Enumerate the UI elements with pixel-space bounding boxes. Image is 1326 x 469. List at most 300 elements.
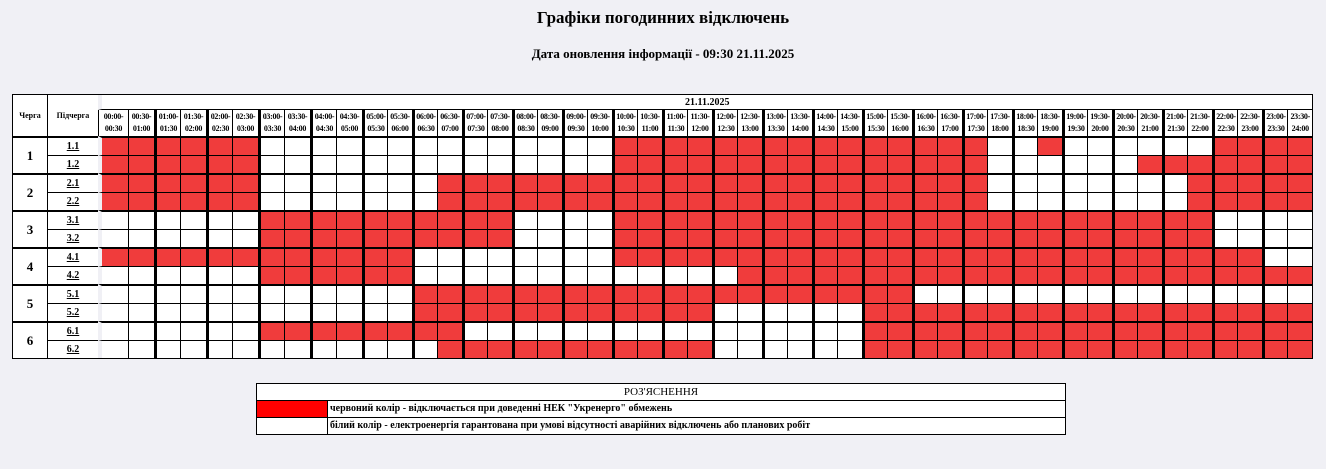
time-slot-header: 11:00- 11:30 xyxy=(662,110,687,136)
slot-cell xyxy=(437,192,462,210)
slot-cell xyxy=(462,340,487,358)
slot-cell xyxy=(862,247,887,266)
slot-cell xyxy=(612,266,637,284)
slot-cell xyxy=(1262,136,1287,155)
slot-cell xyxy=(487,284,512,303)
slot-cell xyxy=(232,266,258,284)
slot-cell xyxy=(387,247,412,266)
slot-cell xyxy=(487,340,512,358)
slot-cell xyxy=(537,173,562,192)
slot-cell xyxy=(612,340,637,358)
slot-cell xyxy=(1162,136,1187,155)
slot-cell xyxy=(128,284,154,303)
slot-cell xyxy=(258,192,284,210)
slot-cell xyxy=(1137,321,1162,340)
time-slot-header: 20:30- 21:00 xyxy=(1137,110,1162,136)
time-slot-header: 14:30- 15:00 xyxy=(837,110,862,136)
slot-cell xyxy=(762,192,787,210)
slot-cell xyxy=(987,284,1012,303)
slot-cell xyxy=(562,210,587,229)
slot-cell xyxy=(1287,266,1312,284)
slot-cell xyxy=(937,155,962,173)
slot-cell xyxy=(662,136,687,155)
slot-cell xyxy=(462,136,487,155)
slot-cell xyxy=(737,229,762,247)
slot-cell xyxy=(1037,340,1062,358)
time-slot-header: 22:00- 22:30 xyxy=(1212,110,1237,136)
slot-cell xyxy=(98,173,128,192)
slot-cell xyxy=(787,340,812,358)
slot-cell xyxy=(1262,192,1287,210)
slot-cell xyxy=(1087,303,1112,321)
slot-cell xyxy=(862,192,887,210)
slot-cell xyxy=(1112,303,1137,321)
slot-cell xyxy=(712,229,737,247)
slot-cell xyxy=(462,284,487,303)
slot-cell xyxy=(387,303,412,321)
slot-cell xyxy=(937,303,962,321)
legend-row-red xyxy=(257,401,1065,417)
slot-cell xyxy=(887,173,912,192)
slot-cell xyxy=(437,284,462,303)
slot-cell xyxy=(362,266,387,284)
slot-cell xyxy=(612,173,637,192)
slot-cell xyxy=(862,210,887,229)
slot-cell xyxy=(987,173,1012,192)
slot-cell xyxy=(1112,266,1137,284)
slot-cell xyxy=(1187,266,1212,284)
slot-cell xyxy=(762,303,787,321)
slot-cell xyxy=(1062,173,1087,192)
slot-cell xyxy=(310,340,336,358)
slot-cell xyxy=(284,321,310,340)
slot-cell xyxy=(1162,210,1187,229)
slot-cell xyxy=(737,321,762,340)
slot-cell xyxy=(154,136,180,155)
slot-cell xyxy=(837,303,862,321)
slot-cell xyxy=(937,247,962,266)
time-slot-header: 13:30- 14:00 xyxy=(787,110,812,136)
slot-cell xyxy=(712,247,737,266)
slot-cell xyxy=(887,247,912,266)
slot-cell xyxy=(587,173,612,192)
slot-cell xyxy=(437,136,462,155)
slot-cell xyxy=(512,247,537,266)
slot-cell xyxy=(787,229,812,247)
slot-cell xyxy=(862,303,887,321)
slot-cell xyxy=(336,266,362,284)
slot-cell xyxy=(1287,321,1312,340)
slot-cell xyxy=(1062,192,1087,210)
slot-cell xyxy=(387,321,412,340)
slot-cell xyxy=(128,266,154,284)
legend xyxy=(256,383,1066,435)
slot-cell xyxy=(737,266,762,284)
subqueue-row xyxy=(13,266,1312,284)
slot-cell xyxy=(862,266,887,284)
slot-cell xyxy=(987,340,1012,358)
slot-cell xyxy=(912,303,937,321)
slot-cell xyxy=(1112,210,1137,229)
legend-row-white xyxy=(257,417,1065,434)
slot-cell xyxy=(258,247,284,266)
slot-cell xyxy=(962,266,987,284)
slot-cell xyxy=(412,303,437,321)
slot-cell xyxy=(1062,210,1087,229)
slot-cell xyxy=(128,303,154,321)
slot-cell xyxy=(787,266,812,284)
slot-cell xyxy=(687,303,712,321)
slot-cell xyxy=(737,284,762,303)
slot-cell xyxy=(487,266,512,284)
slot-cell xyxy=(537,136,562,155)
slot-cell xyxy=(737,247,762,266)
slot-cell xyxy=(362,284,387,303)
slot-cell xyxy=(512,229,537,247)
slot-cell xyxy=(1112,247,1137,266)
slot-cell xyxy=(487,229,512,247)
slot-cell xyxy=(812,303,837,321)
slot-cell xyxy=(862,136,887,155)
slot-cell xyxy=(787,321,812,340)
slot-cell xyxy=(812,192,837,210)
slot-cell xyxy=(284,173,310,192)
slot-cell xyxy=(232,340,258,358)
slot-cell xyxy=(962,155,987,173)
slot-cell xyxy=(987,303,1012,321)
queue-label: 6 xyxy=(13,321,47,358)
slot-cell xyxy=(154,192,180,210)
slot-cell xyxy=(487,136,512,155)
slot-cell xyxy=(1037,284,1062,303)
slot-cell xyxy=(437,340,462,358)
slot-cell xyxy=(987,266,1012,284)
slot-cell xyxy=(336,284,362,303)
time-slot-header: 18:30- 19:00 xyxy=(1037,110,1062,136)
slot-cell xyxy=(1187,303,1212,321)
slot-cell xyxy=(362,247,387,266)
slot-cell xyxy=(1012,303,1037,321)
slot-cell xyxy=(180,192,206,210)
time-slot-header: 10:00- 10:30 xyxy=(612,110,637,136)
slot-cell xyxy=(437,303,462,321)
slot-cell xyxy=(562,284,587,303)
subqueue-header: Підчерга xyxy=(47,95,98,136)
slot-cell xyxy=(687,155,712,173)
subqueue-link[interactable]: 1.1 xyxy=(47,136,98,155)
slot-cell xyxy=(1237,155,1262,173)
slot-cell xyxy=(1287,284,1312,303)
subqueue-link[interactable]: 4.1 xyxy=(47,247,98,266)
slot-cell xyxy=(712,192,737,210)
slot-cell xyxy=(128,136,154,155)
slot-cell xyxy=(1162,247,1187,266)
slot-cell xyxy=(462,192,487,210)
slot-cell xyxy=(787,192,812,210)
slot-cell xyxy=(862,155,887,173)
slot-cell xyxy=(1237,247,1262,266)
slot-cell xyxy=(612,229,637,247)
slot-cell xyxy=(336,173,362,192)
slot-cell xyxy=(98,155,128,173)
slot-cell xyxy=(206,210,232,229)
subqueue-row xyxy=(13,229,1312,247)
slot-cell xyxy=(887,155,912,173)
slot-cell xyxy=(512,210,537,229)
subqueue-link[interactable]: 3.1 xyxy=(47,210,98,229)
slot-cell xyxy=(1037,210,1062,229)
slot-cell xyxy=(437,173,462,192)
slot-cell xyxy=(284,303,310,321)
slot-cell xyxy=(154,155,180,173)
queue-label: 1 xyxy=(13,136,47,173)
slot-cell xyxy=(537,266,562,284)
subqueue-link[interactable]: 3.2 xyxy=(47,229,98,247)
slot-cell xyxy=(412,136,437,155)
slot-cell xyxy=(154,340,180,358)
slot-cell xyxy=(512,136,537,155)
slot-cell xyxy=(637,210,662,229)
slot-cell xyxy=(537,247,562,266)
slot-cell xyxy=(1087,136,1112,155)
slot-cell xyxy=(310,210,336,229)
time-slot-header: 00:30- 01:00 xyxy=(128,110,154,136)
subqueue-row xyxy=(13,340,1312,358)
slot-cell xyxy=(1162,266,1187,284)
slot-cell xyxy=(512,284,537,303)
slot-cell xyxy=(737,173,762,192)
slot-cell xyxy=(336,303,362,321)
slot-cell xyxy=(1037,136,1062,155)
slot-cell xyxy=(812,284,837,303)
slot-cell xyxy=(387,136,412,155)
slot-cell xyxy=(1287,155,1312,173)
slot-cell xyxy=(612,155,637,173)
slot-cell xyxy=(128,173,154,192)
slot-cell xyxy=(206,136,232,155)
slot-cell xyxy=(837,247,862,266)
slot-cell xyxy=(232,303,258,321)
slot-cell xyxy=(1037,192,1062,210)
queue-label: 5 xyxy=(13,284,47,321)
time-slot-header: 01:00- 01:30 xyxy=(154,110,180,136)
slot-cell xyxy=(154,266,180,284)
slot-cell xyxy=(336,321,362,340)
slot-cell xyxy=(737,340,762,358)
slot-cell xyxy=(206,266,232,284)
slot-cell xyxy=(1162,340,1187,358)
slot-cell xyxy=(637,247,662,266)
slot-cell xyxy=(154,210,180,229)
slot-cell xyxy=(837,266,862,284)
slot-cell xyxy=(862,284,887,303)
slot-cell xyxy=(712,321,737,340)
slot-cell xyxy=(762,340,787,358)
slot-cell xyxy=(206,340,232,358)
slot-cell xyxy=(1262,284,1287,303)
slot-cell xyxy=(587,210,612,229)
update-date: Дата оновлення інформації - 09:30 21.11.2025 xyxy=(531,46,795,61)
slot-cell xyxy=(310,136,336,155)
slot-cell xyxy=(1287,340,1312,358)
slot-cell xyxy=(1137,192,1162,210)
slot-cell xyxy=(987,321,1012,340)
slot-cell xyxy=(787,303,812,321)
slot-cell xyxy=(387,229,412,247)
slot-cell xyxy=(1137,340,1162,358)
subqueue-link[interactable]: 2.1 xyxy=(47,173,98,192)
date-header: 21.11.2025 xyxy=(98,95,1312,110)
slot-cell xyxy=(537,321,562,340)
slot-cell xyxy=(962,229,987,247)
slot-cell xyxy=(1262,210,1287,229)
slot-cell xyxy=(962,173,987,192)
slot-cell xyxy=(310,155,336,173)
slot-cell xyxy=(1112,155,1137,173)
slot-cell xyxy=(837,155,862,173)
slot-cell xyxy=(284,340,310,358)
slot-cell xyxy=(687,210,712,229)
slot-cell xyxy=(562,155,587,173)
slot-cell xyxy=(1112,229,1137,247)
slot-cell xyxy=(362,340,387,358)
slot-cell xyxy=(612,303,637,321)
slot-cell xyxy=(180,173,206,192)
slot-cell xyxy=(206,192,232,210)
subqueue-row xyxy=(13,192,1312,210)
subqueue-link[interactable]: 6.1 xyxy=(47,321,98,340)
slot-cell xyxy=(206,229,232,247)
subqueue-row xyxy=(13,210,1312,229)
slot-cell xyxy=(487,210,512,229)
legend-title: РОЗ'ЯСНЕННЯ xyxy=(257,384,1065,401)
subqueue-link[interactable]: 5.2 xyxy=(47,303,98,321)
slot-cell xyxy=(128,321,154,340)
slot-cell xyxy=(912,136,937,155)
time-slot-header: 08:00- 08:30 xyxy=(512,110,537,136)
slot-cell xyxy=(612,210,637,229)
slot-cell xyxy=(1012,210,1037,229)
slot-cell xyxy=(1012,173,1037,192)
time-slot-header: 02:30- 03:00 xyxy=(232,110,258,136)
slot-cell xyxy=(487,173,512,192)
slot-cell xyxy=(284,155,310,173)
time-slot-header: 01:30- 02:00 xyxy=(180,110,206,136)
slot-cell xyxy=(512,340,537,358)
slot-cell xyxy=(587,136,612,155)
subqueue-link[interactable]: 4.2 xyxy=(47,266,98,284)
slot-cell xyxy=(712,340,737,358)
slot-cell xyxy=(310,321,336,340)
slot-cell xyxy=(1262,340,1287,358)
slot-cell xyxy=(512,321,537,340)
slot-cell xyxy=(1287,229,1312,247)
slot-cell xyxy=(587,303,612,321)
slot-cell xyxy=(462,266,487,284)
slot-cell xyxy=(258,136,284,155)
time-slot-header: 11:30- 12:00 xyxy=(687,110,712,136)
slot-cell xyxy=(310,266,336,284)
slot-cell xyxy=(232,173,258,192)
slot-cell xyxy=(1012,155,1037,173)
slot-cell xyxy=(562,173,587,192)
slot-cell xyxy=(1012,321,1037,340)
slot-cell xyxy=(687,284,712,303)
subqueue-link[interactable]: 1.2 xyxy=(47,155,98,173)
slot-cell xyxy=(1137,284,1162,303)
slot-cell xyxy=(512,192,537,210)
subqueue-link[interactable]: 2.2 xyxy=(47,192,98,210)
slot-cell xyxy=(1162,155,1187,173)
slot-cell xyxy=(1212,173,1237,192)
slot-cell xyxy=(362,173,387,192)
slot-cell xyxy=(1262,155,1287,173)
slot-cell xyxy=(1262,266,1287,284)
time-slot-header: 17:00- 17:30 xyxy=(962,110,987,136)
slot-cell xyxy=(787,173,812,192)
slot-cell xyxy=(1062,136,1087,155)
slot-cell xyxy=(1237,229,1262,247)
slot-cell xyxy=(912,173,937,192)
slot-cell xyxy=(762,266,787,284)
slot-cell xyxy=(98,321,128,340)
slot-cell xyxy=(912,284,937,303)
slot-cell xyxy=(1137,136,1162,155)
slot-cell xyxy=(232,155,258,173)
slot-cell xyxy=(336,210,362,229)
slot-cell xyxy=(1162,321,1187,340)
slot-cell xyxy=(1212,155,1237,173)
slot-cell xyxy=(1062,247,1087,266)
slot-cell xyxy=(1037,173,1062,192)
slot-cell xyxy=(1112,136,1137,155)
queue-label: 4 xyxy=(13,247,47,284)
slot-cell xyxy=(437,321,462,340)
slot-cell xyxy=(587,321,612,340)
subqueue-link[interactable]: 6.2 xyxy=(47,340,98,358)
slot-cell xyxy=(206,321,232,340)
time-slot-header: 07:00- 07:30 xyxy=(462,110,487,136)
slot-cell xyxy=(412,155,437,173)
slot-cell xyxy=(837,321,862,340)
slot-cell xyxy=(487,321,512,340)
slot-cell xyxy=(1112,340,1137,358)
slot-cell xyxy=(537,340,562,358)
slot-cell xyxy=(437,247,462,266)
slot-cell xyxy=(336,192,362,210)
slot-cell xyxy=(637,321,662,340)
slot-cell xyxy=(587,192,612,210)
subqueue-link[interactable]: 5.1 xyxy=(47,284,98,303)
slot-cell xyxy=(180,284,206,303)
slot-cell xyxy=(637,136,662,155)
slot-cell xyxy=(462,155,487,173)
slot-cell xyxy=(762,247,787,266)
slot-cell xyxy=(637,192,662,210)
slot-cell xyxy=(987,155,1012,173)
schedule-table xyxy=(12,94,1313,359)
slot-cell xyxy=(1187,284,1212,303)
slot-cell xyxy=(1087,155,1112,173)
time-slot-header: 12:30- 13:00 xyxy=(737,110,762,136)
slot-cell xyxy=(562,340,587,358)
slot-cell xyxy=(1012,136,1037,155)
slot-cell xyxy=(662,155,687,173)
slot-cell xyxy=(154,303,180,321)
slot-cell xyxy=(762,321,787,340)
slot-cell xyxy=(284,229,310,247)
slot-cell xyxy=(1087,229,1112,247)
